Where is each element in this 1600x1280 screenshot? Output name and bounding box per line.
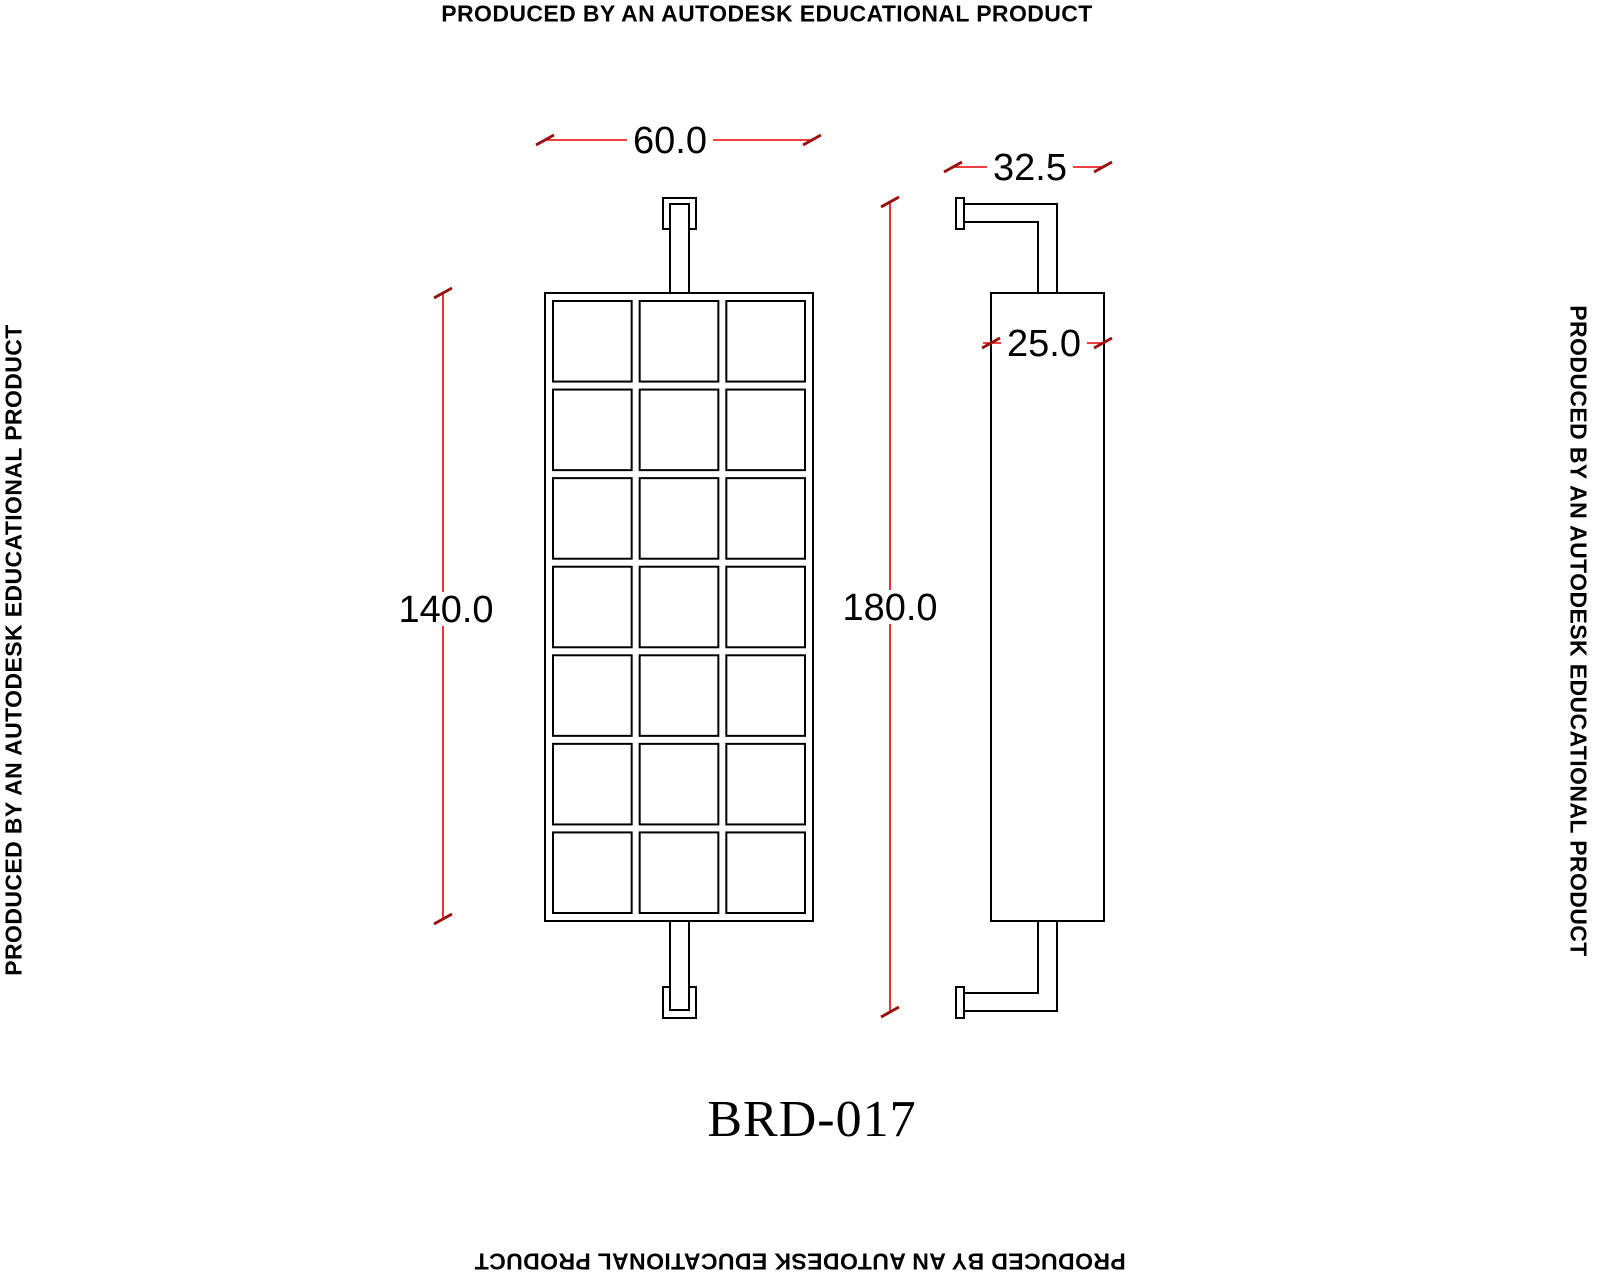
grid-cell [726, 567, 805, 648]
grid-cell [726, 832, 805, 913]
grid-cell [640, 301, 719, 382]
grid-cell [726, 744, 805, 825]
front-bottom-pin-cap [663, 987, 696, 1018]
dim-body-depth [982, 323, 1112, 365]
dim-text-body-depth: 25.0 [1007, 323, 1081, 365]
grid-cell [553, 478, 632, 559]
side-body [991, 293, 1104, 921]
dim-text-hook-width: 32.5 [993, 147, 1067, 189]
grid-cell [640, 744, 719, 825]
dim-text-front-width: 60.0 [633, 120, 707, 162]
grid-cell [553, 744, 632, 825]
watermark-left: PRODUCED BY AN AUTODESK EDUCATIONAL PRODUCT [0, 324, 27, 976]
grid-cell [726, 390, 805, 471]
side-bottom-flange [956, 987, 964, 1018]
grid-cell [553, 832, 632, 913]
dimensions [397, 120, 1112, 1017]
side-bottom-hook-outer [964, 921, 1057, 1011]
grid-cell [553, 655, 632, 736]
watermark-right: PRODUCED BY AN AUTODESK EDUCATIONAL PRODUCT [1565, 305, 1592, 957]
grid-cell [726, 478, 805, 559]
front-frame [545, 293, 813, 921]
dim-front-height [397, 288, 495, 924]
dim-hook-width [944, 147, 1112, 189]
front-view [545, 198, 813, 1018]
dim-overall-height [841, 197, 939, 1017]
dim-text-overall-height: 180.0 [842, 587, 938, 629]
grid-cell [553, 567, 632, 648]
front-top-pin-stem [670, 204, 689, 293]
grid-cell [726, 301, 805, 382]
watermark-top: PRODUCED BY AN AUTODESK EDUCATIONAL PRODUCT [441, 0, 1093, 27]
grid-cell [640, 478, 719, 559]
side-top-hook-outer [964, 204, 1057, 293]
side-top-hook-inner [964, 222, 1038, 293]
grid-cell [726, 655, 805, 736]
dim-text-front-height: 140.0 [398, 589, 494, 631]
grid-cell [640, 567, 719, 648]
side-view [956, 198, 1104, 1018]
grid-cell [640, 832, 719, 913]
grid-cell [640, 655, 719, 736]
front-bottom-pin-stem [670, 921, 689, 1010]
front-top-pin-cap [663, 198, 696, 229]
grid-cell [553, 301, 632, 382]
grid-cell [553, 390, 632, 471]
side-bottom-hook-inner [964, 921, 1038, 993]
drawing-title: BRD-017 [707, 1091, 917, 1148]
watermark-bottom: PRODUCED BY AN AUTODESK EDUCATIONAL PRODUCT [474, 1248, 1126, 1275]
grid-cell [640, 390, 719, 471]
dim-front-width [536, 120, 821, 162]
front-grid-cells [553, 301, 805, 913]
side-top-flange [956, 198, 964, 229]
